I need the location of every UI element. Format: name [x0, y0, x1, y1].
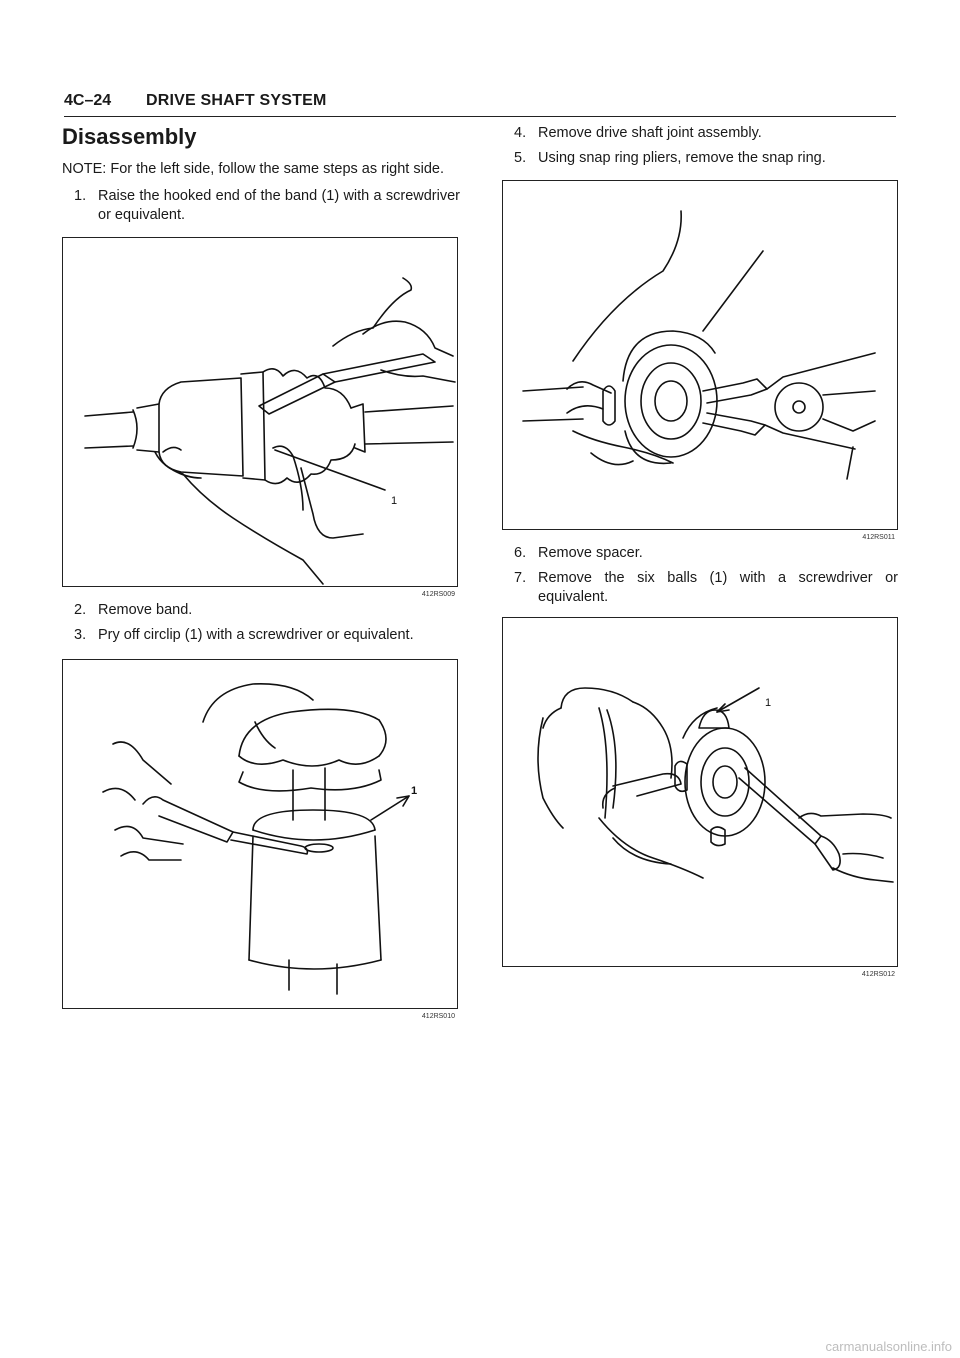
step-1 [62, 187, 460, 225]
figure-412RS011 [502, 180, 898, 541]
left-column [62, 122, 460, 1020]
step-text: Pry off circlip (1) with a screwdriver or equivalent. [98, 627, 414, 643]
step-4 [502, 124, 898, 143]
step-text: Using snap ring pliers, remove the snap ring. [538, 150, 826, 166]
step-text: Remove spacer. [538, 545, 643, 561]
step-3 [62, 626, 460, 645]
section-title: Disassembly [62, 124, 197, 149]
ball-removal-illustration [503, 618, 899, 968]
figure-412RS010 [62, 659, 458, 1020]
step-number: 4. [514, 125, 527, 141]
step-7 [502, 569, 898, 607]
callout-1: 1 [765, 697, 772, 709]
step-number: 6. [514, 545, 527, 561]
watermark-footer: carmanualsonline.info [825, 1339, 952, 1354]
band-removal-illustration [63, 238, 459, 588]
step-text: Remove the six balls (1) with a screwdriver or equivalent. [538, 570, 898, 605]
step-text: Remove band. [98, 602, 193, 618]
figure-code: 412RS010 [421, 1013, 455, 1020]
step-number: 7. [514, 570, 527, 586]
step-text: Remove drive shaft joint assembly. [538, 125, 762, 141]
step-2 [62, 601, 460, 620]
circlip-removal-illustration [63, 660, 459, 1010]
figure-code: 412RS009 [421, 591, 455, 598]
step-5 [502, 149, 898, 168]
figure-code: 412RS011 [862, 534, 895, 541]
note-text: NOTE: For the left side, follow the same steps as right side. [62, 161, 444, 177]
step-number: 3. [74, 627, 87, 643]
page-header [64, 90, 896, 117]
step-number: 1. [74, 188, 87, 204]
snap-ring-removal-illustration [503, 181, 899, 531]
figure-412RS012 [502, 617, 898, 978]
chapter-title: DRIVE SHAFT SYSTEM [146, 92, 327, 109]
step-6 [502, 544, 898, 563]
right-column [502, 122, 898, 978]
callout-1: 1 [411, 785, 418, 797]
step-text: Raise the hooked end of the band (1) with a screwdriver or equivalent. [98, 188, 460, 223]
figure-code: 412RS012 [861, 971, 895, 978]
step-number: 5. [514, 150, 527, 166]
step-number: 2. [74, 602, 87, 618]
page-number: 4C–24 [64, 92, 112, 109]
callout-1: 1 [391, 495, 398, 507]
figure-412RS009 [62, 237, 458, 598]
